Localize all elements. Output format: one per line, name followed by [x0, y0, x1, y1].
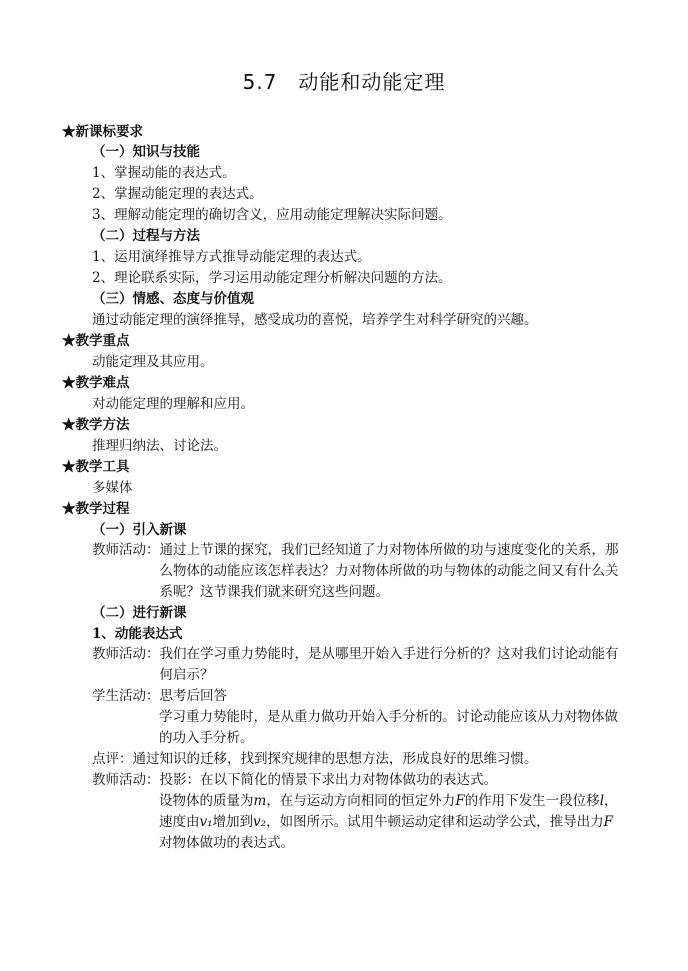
list-item: 1、掌握动能的表达式。	[92, 165, 236, 181]
role-label: 教师活动：	[92, 772, 160, 788]
sub-heading-new-lesson: （二）进行新课	[92, 605, 187, 621]
list-item: 通过动能定理的演绎推导，感受成功的喜悦，培养学生对科学研究的兴趣。	[92, 312, 538, 328]
list-item: 3、理解动能定理的确切含义，应用动能定理解决实际问题。	[92, 207, 452, 223]
role-text: 通过知识的迁移，找到探究规律的思想方法，形成良好的思维习惯。	[132, 751, 538, 767]
role-text: 我们在学习重力势能时，是从哪里开始入手进行分析的？这对我们讨论动能有何启示？	[159, 646, 619, 683]
section-text: 多媒体	[92, 480, 133, 496]
section-heading-methods: ★教学方法	[62, 417, 130, 433]
role-label: 学生活动：	[92, 688, 160, 704]
sub-heading-attitude: （三）情感、态度与价值观	[92, 291, 254, 307]
teacher-activity-intro	[92, 540, 626, 603]
list-item: 2、掌握动能定理的表达式。	[92, 186, 263, 202]
section-text: 推理归纳法、讨论法。	[92, 438, 227, 454]
section-heading-standards: ★新课标要求	[62, 124, 143, 140]
sub-heading-kinetic-energy: 1、动能表达式	[92, 626, 183, 642]
sub-heading-intro: （一）引入新课	[92, 522, 187, 538]
comment	[92, 749, 599, 770]
role-label: 教师活动：	[92, 542, 160, 558]
section-heading-tools: ★教学工具	[62, 459, 130, 475]
section-heading-difficulties: ★教学难点	[62, 375, 130, 391]
student-activity	[92, 686, 626, 707]
sub-heading-process: （二）过程与方法	[92, 228, 200, 244]
teacher-activity-question	[92, 644, 626, 686]
teacher-activity-projection	[92, 770, 626, 791]
problem-statement: 设物体的质量为m，在与运动方向相同的恒定外力F的作用下发生一段位移l，速度由v₁增加到v₂，如图所示。试用牛顿运动定律和运动学公式，推导出力F对物体做功的表达式。	[159, 793, 618, 851]
role-label: 教师活动：	[92, 646, 160, 662]
section-heading-process: ★教学过程	[62, 501, 130, 517]
section-text: 对动能定理的理解和应用。	[92, 396, 254, 412]
page-title: 5.7 动能和动能定理	[242, 70, 446, 94]
role-text: 思考后回答	[159, 688, 227, 704]
sub-heading-knowledge: （一）知识与技能	[92, 144, 200, 160]
list-item: 1、运用演绎推导方式推导动能定理的表达式。	[92, 249, 371, 265]
role-text: 投影：在以下简化的情景下求出力对物体做功的表达式。	[159, 772, 497, 788]
role-text: 通过上节课的探究，我们已经知道了力对物体所做的功与速度变化的关系，那么物体的动能应该怎样表达？力对物体所做的功与物体的动能之间又有什么关系呢？这节课我们就来研究这些问题。	[159, 542, 619, 600]
student-answer: 学习重力势能时，是从重力做功开始入手分析的。讨论动能应该从力对物体做的功入手分析。	[159, 709, 618, 746]
section-text: 动能定理及其应用。	[92, 354, 214, 370]
list-item: 2、理论联系实际，学习运用动能定理分析解决问题的方法。	[92, 270, 452, 286]
role-label: 点评：	[92, 751, 133, 767]
section-heading-key-points: ★教学重点	[62, 333, 130, 349]
